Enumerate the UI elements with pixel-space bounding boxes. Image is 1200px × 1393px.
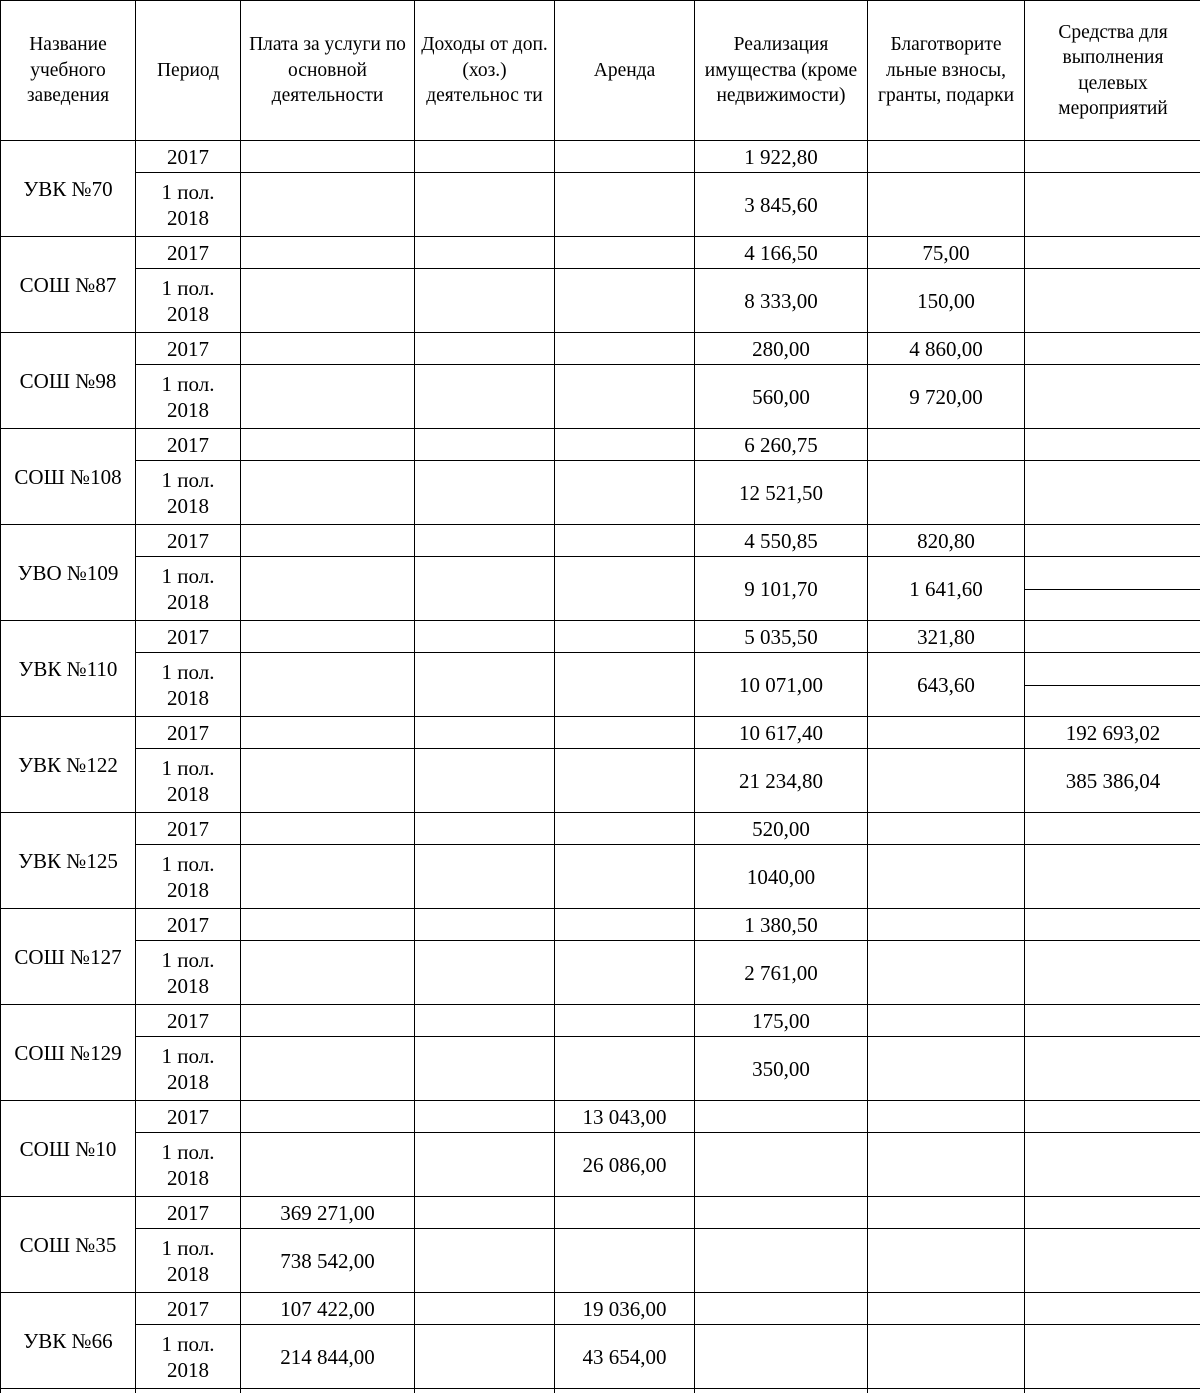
target-funds-cell [1025,845,1200,909]
charity-cell: 9 720,00 [868,365,1025,429]
period-cell: 1 пол. 2018 [136,1325,241,1389]
rent-cell [555,845,695,909]
rent-cell [555,429,695,461]
institution-name: СОШ №87 [1,237,136,333]
charity-cell: 1 641,60 [868,557,1025,621]
charity-cell: 643,60 [868,653,1025,717]
header-fees: Плата за услуги по основной деятельности [241,1,415,141]
table-body [1,141,1200,1393]
empty-cell [695,1389,868,1393]
period-cell: 1 пол. 2018 [136,1229,241,1293]
header-row [1,1,1200,141]
period-cell: 2017 [136,813,241,845]
additional-income-cell [415,173,555,237]
target-funds-cell [1025,909,1200,941]
period-cell: 1 пол. 2018 [136,653,241,717]
property-sale-cell: 12 521,50 [695,461,868,525]
period-cell: 1 пол. 2018 [136,749,241,813]
property-sale-cell [695,1229,868,1293]
table-row [1,1005,1200,1037]
additional-income-cell [415,1037,555,1101]
target-funds-cell [1025,1229,1200,1293]
rent-cell [555,717,695,749]
additional-income-cell [415,717,555,749]
fees-cell [241,141,415,173]
additional-income-cell [415,237,555,269]
target-funds-cell [1025,557,1200,621]
fees-cell [241,909,415,941]
rent-cell: 43 654,00 [555,1325,695,1389]
empty-cell [136,1389,241,1393]
header-additional-income: Доходы от доп. (хоз.) деятельнос ти [415,1,555,141]
institution-name: УВК №122 [1,717,136,813]
header-period: Период [136,1,241,141]
charity-cell: 4 860,00 [868,333,1025,365]
target-funds-cell [1025,365,1200,429]
additional-income-cell [415,845,555,909]
additional-income-cell [415,1229,555,1293]
charity-cell [868,429,1025,461]
table-row [1,429,1200,461]
property-sale-cell: 9 101,70 [695,557,868,621]
additional-income-cell [415,333,555,365]
property-sale-cell: 4 550,85 [695,525,868,557]
property-sale-cell: 280,00 [695,333,868,365]
empty-cell [1,1389,136,1393]
period-cell: 2017 [136,1101,241,1133]
table-row [1,749,1200,813]
target-funds-cell [1025,1101,1200,1133]
institution-name: СОШ №98 [1,333,136,429]
empty-cell [555,1389,695,1393]
additional-income-cell [415,429,555,461]
charity-cell [868,1229,1025,1293]
fees-cell [241,237,415,269]
rent-cell [555,461,695,525]
table-row [1,173,1200,237]
period-cell: 2017 [136,525,241,557]
property-sale-cell: 1 922,80 [695,141,868,173]
rent-cell [555,557,695,621]
fees-cell [241,1037,415,1101]
target-funds-cell [1025,621,1200,653]
property-sale-cell: 520,00 [695,813,868,845]
target-funds-cell [1025,1197,1200,1229]
table-row [1,717,1200,749]
table-row [1,1389,1200,1393]
charity-cell [868,1037,1025,1101]
period-cell: 2017 [136,429,241,461]
property-sale-cell [695,1197,868,1229]
period-cell: 2017 [136,621,241,653]
charity-cell [868,141,1025,173]
charity-cell: 150,00 [868,269,1025,333]
property-sale-cell: 8 333,00 [695,269,868,333]
rent-cell [555,237,695,269]
institution-name: СОШ №10 [1,1101,136,1197]
charity-cell: 75,00 [868,237,1025,269]
table-row [1,525,1200,557]
charity-cell: 321,80 [868,621,1025,653]
empty-cell [241,1389,415,1393]
period-cell: 1 пол. 2018 [136,1133,241,1197]
period-cell: 2017 [136,909,241,941]
rent-cell [555,1229,695,1293]
empty-cell [1025,1389,1200,1393]
target-funds-cell: 385 386,04 [1025,749,1200,813]
fees-cell [241,1005,415,1037]
period-cell: 1 пол. 2018 [136,557,241,621]
fees-cell [241,717,415,749]
fees-cell [241,269,415,333]
period-cell: 1 пол. 2018 [136,1037,241,1101]
period-cell: 1 пол. 2018 [136,461,241,525]
rent-cell [555,621,695,653]
charity-cell [868,845,1025,909]
target-funds-cell [1025,1133,1200,1197]
fees-cell [241,173,415,237]
empty-cell [868,1389,1025,1393]
institution-name: СОШ №129 [1,1005,136,1101]
table-row [1,653,1200,717]
rent-cell: 13 043,00 [555,1101,695,1133]
additional-income-cell [415,1325,555,1389]
charity-cell [868,1197,1025,1229]
table-row [1,1229,1200,1293]
property-sale-cell: 10 071,00 [695,653,868,717]
rent-cell [555,365,695,429]
period-cell: 1 пол. 2018 [136,845,241,909]
table-row [1,845,1200,909]
rent-cell [555,941,695,1005]
institution-name: УВК №110 [1,621,136,717]
additional-income-cell [415,1133,555,1197]
property-sale-cell: 3 845,60 [695,173,868,237]
additional-income-cell [415,557,555,621]
target-funds-cell [1025,269,1200,333]
property-sale-cell [695,1293,868,1325]
fees-cell [241,1101,415,1133]
fees-cell: 369 271,00 [241,1197,415,1229]
target-funds-cell [1025,237,1200,269]
target-funds-cell [1025,333,1200,365]
target-funds-cell [1025,141,1200,173]
institution-name: УВК №66 [1,1293,136,1389]
fees-cell [241,653,415,717]
period-cell: 2017 [136,1293,241,1325]
property-sale-cell: 560,00 [695,365,868,429]
charity-cell [868,461,1025,525]
institution-name: УВО №109 [1,525,136,621]
period-cell: 1 пол. 2018 [136,173,241,237]
target-funds-cell [1025,525,1200,557]
institution-name: УВК №125 [1,813,136,909]
additional-income-cell [415,525,555,557]
fees-cell [241,525,415,557]
property-sale-cell: 2 761,00 [695,941,868,1005]
rent-cell: 19 036,00 [555,1293,695,1325]
property-sale-cell: 1 380,50 [695,909,868,941]
target-funds-cell: 192 693,02 [1025,717,1200,749]
charity-cell [868,1101,1025,1133]
property-sale-cell: 6 260,75 [695,429,868,461]
fees-cell [241,365,415,429]
header-institution: Название учебного заведения [1,1,136,141]
property-sale-cell: 175,00 [695,1005,868,1037]
target-funds-cell [1025,1037,1200,1101]
period-cell: 1 пол. 2018 [136,941,241,1005]
target-funds-cell [1025,1005,1200,1037]
table-row [1,1293,1200,1325]
header-target-funds: Средства для выполнения целевых мероприятий [1025,1,1200,141]
rent-cell [555,525,695,557]
period-cell: 2017 [136,333,241,365]
charity-cell [868,717,1025,749]
additional-income-cell [415,365,555,429]
cell-divider [1025,685,1200,686]
target-funds-cell [1025,173,1200,237]
table-row [1,941,1200,1005]
cell-divider [1025,589,1200,590]
fees-cell: 738 542,00 [241,1229,415,1293]
table-row [1,365,1200,429]
rent-cell [555,1197,695,1229]
table-row [1,1101,1200,1133]
property-sale-cell [695,1101,868,1133]
fees-cell: 214 844,00 [241,1325,415,1389]
property-sale-cell: 350,00 [695,1037,868,1101]
header-property-sale: Реализация имущества (кроме недвижимости) [695,1,868,141]
target-funds-cell [1025,1293,1200,1325]
table-row [1,269,1200,333]
table-row [1,1197,1200,1229]
target-funds-cell [1025,429,1200,461]
charity-cell [868,1293,1025,1325]
fees-cell [241,429,415,461]
rent-cell [555,653,695,717]
target-funds-cell [1025,461,1200,525]
additional-income-cell [415,941,555,1005]
additional-income-cell [415,813,555,845]
rent-cell [555,813,695,845]
target-funds-cell [1025,1325,1200,1389]
table-row [1,909,1200,941]
charity-cell [868,173,1025,237]
property-sale-cell: 1040,00 [695,845,868,909]
target-funds-cell [1025,653,1200,717]
fees-cell: 107 422,00 [241,1293,415,1325]
header-charity: Благотворите льные взносы, гранты, подарки [868,1,1025,141]
period-cell: 2017 [136,237,241,269]
institution-name: СОШ №35 [1,1197,136,1293]
fees-cell [241,941,415,1005]
rent-cell [555,141,695,173]
additional-income-cell [415,1293,555,1325]
table-row [1,557,1200,621]
table-row [1,237,1200,269]
additional-income-cell [415,653,555,717]
table-row [1,461,1200,525]
property-sale-cell [695,1133,868,1197]
charity-cell [868,1005,1025,1037]
fees-cell [241,845,415,909]
charity-cell [868,1325,1025,1389]
rent-cell [555,269,695,333]
additional-income-cell [415,909,555,941]
additional-income-cell [415,1197,555,1229]
table-row [1,621,1200,653]
rent-cell [555,1037,695,1101]
fees-cell [241,461,415,525]
period-cell: 2017 [136,1005,241,1037]
additional-income-cell [415,461,555,525]
table-row [1,1133,1200,1197]
fees-cell [241,749,415,813]
rent-cell [555,173,695,237]
additional-income-cell [415,1005,555,1037]
rent-cell: 26 086,00 [555,1133,695,1197]
property-sale-cell [695,1325,868,1389]
table-row [1,813,1200,845]
charity-cell [868,813,1025,845]
period-cell: 1 пол. 2018 [136,269,241,333]
fees-cell [241,333,415,365]
table-row [1,1037,1200,1101]
institution-name: УВК №70 [1,141,136,237]
additional-income-cell [415,141,555,173]
charity-cell [868,941,1025,1005]
property-sale-cell: 21 234,80 [695,749,868,813]
charity-cell [868,749,1025,813]
property-sale-cell: 10 617,40 [695,717,868,749]
period-cell: 2017 [136,717,241,749]
additional-income-cell [415,749,555,813]
table-row [1,333,1200,365]
charity-cell: 820,80 [868,525,1025,557]
additional-income-cell [415,269,555,333]
rent-cell [555,333,695,365]
charity-cell [868,909,1025,941]
fees-cell [241,621,415,653]
header-rent: Аренда [555,1,695,141]
target-funds-cell [1025,813,1200,845]
fees-cell [241,557,415,621]
rent-cell [555,749,695,813]
property-sale-cell: 5 035,50 [695,621,868,653]
empty-cell [415,1389,555,1393]
table-row [1,141,1200,173]
fees-cell [241,1133,415,1197]
table-row [1,1325,1200,1389]
rent-cell [555,1005,695,1037]
institution-name: СОШ №108 [1,429,136,525]
period-cell: 2017 [136,1197,241,1229]
institution-name: СОШ №127 [1,909,136,1005]
rent-cell [555,909,695,941]
period-cell: 2017 [136,141,241,173]
period-cell: 1 пол. 2018 [136,365,241,429]
target-funds-cell [1025,941,1200,1005]
property-sale-cell: 4 166,50 [695,237,868,269]
fees-cell [241,813,415,845]
charity-cell [868,1133,1025,1197]
additional-income-cell [415,1101,555,1133]
additional-income-cell [415,621,555,653]
